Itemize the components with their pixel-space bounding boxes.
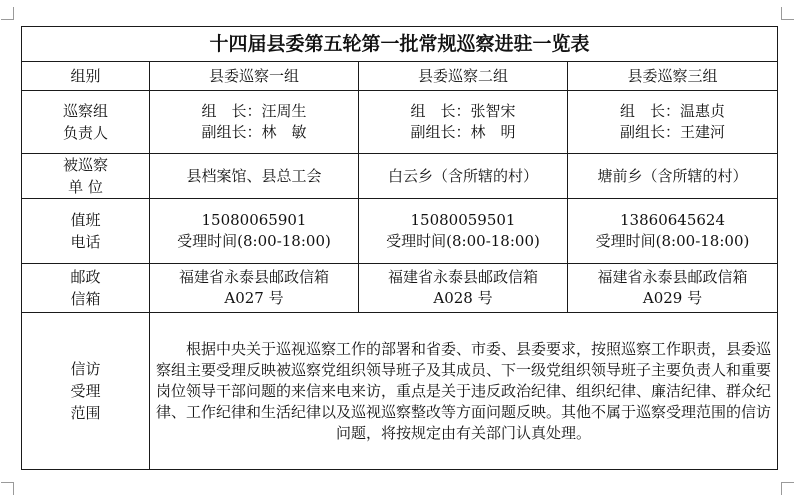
group-2-target: 白云乡（含所辖的村） [359,154,568,199]
group-3-mailbox-cell [568,264,778,313]
group-2-mailbox: 福建省永泰县邮政信箱 [387,268,538,286]
table-row-mailbox [22,264,778,313]
group-3-phone-cell [568,199,778,264]
group-2-leader: 组 长：张智宋 [410,102,516,120]
group-3-phone: 13860645624 [620,211,725,229]
label-mailbox: 邮政 信箱 [22,264,150,313]
group-1-name: 县委巡察一组 [150,62,359,91]
group-1-mailbox: 福建省永泰县邮政信箱 [178,268,329,286]
table-row-scope [22,313,778,470]
inspection-table [21,26,778,470]
table-row-group [22,62,778,91]
group-2-box-no: A028 号 [433,289,493,307]
corner-mark-top-left [1,7,14,20]
table-row-phone [22,199,778,264]
group-1-target: 县档案馆、县总工会 [150,154,359,199]
label-target: 被巡察 单 位 [22,154,150,199]
corner-mark-top-right [781,7,794,20]
group-3-mailbox: 福建省永泰县邮政信箱 [597,268,748,286]
label-group: 组别 [22,62,150,91]
group-3-deputy: 副组长：王建河 [620,123,726,141]
group-3-hours: 受理时间(8:00-18:00) [595,232,750,250]
label-phone: 值班 电话 [22,199,150,264]
group-3-target: 塘前乡（含所辖的村） [568,154,778,199]
group-1-leader: 组 长：汪周生 [201,102,307,120]
corner-mark-bottom-left [1,482,14,495]
group-2-name: 县委巡察二组 [359,62,568,91]
group-2-phone: 15080059501 [410,211,516,229]
group-1-phone: 15080065901 [201,211,307,229]
group-3-leaders [568,91,778,154]
group-2-mailbox-cell [359,264,568,313]
scope-text: 根据中央关于巡视巡察工作的部署和省委、市委、县委要求，按照巡察工作职责，县委巡察组主要受理反映被巡察党组织领导班子及其成员、下一级党组织领导班子主要负责人和重要岗位领导干部问题的来信来电来访，重点是关于违反政治纪律、组织纪律、廉洁纪律、群众纪律、工作纪律和生活纪律以及巡视巡察整改等方面问题反映。其他不属于巡察受理范围的信访问题，将按规定由有关部门认真处理。 [150,313,778,470]
group-1-deputy: 副组长：林 敏 [201,123,307,141]
group-3-leader: 组 长：温惠贞 [620,102,726,120]
group-3-box-no: A029 号 [642,289,703,307]
table-row-target [22,154,778,199]
group-1-hours: 受理时间(8:00-18:00) [177,232,331,250]
group-2-phone-cell [359,199,568,264]
group-2-hours: 受理时间(8:00-18:00) [386,232,540,250]
group-1-leaders [150,91,359,154]
group-1-mailbox-cell [150,264,359,313]
group-1-box-no: A027 号 [224,289,284,307]
group-2-leaders [359,91,568,154]
table-title: 十四届县委第五轮第一批常规巡察进驻一览表 [22,27,778,62]
group-3-name: 县委巡察三组 [568,62,778,91]
corner-mark-bottom-right [781,482,794,495]
group-1-phone-cell [150,199,359,264]
group-2-deputy: 副组长：林 明 [410,123,516,141]
table-row-leader [22,91,778,154]
label-leader: 巡察组 负责人 [22,91,150,154]
label-scope: 信访 受理 范围 [22,313,150,470]
